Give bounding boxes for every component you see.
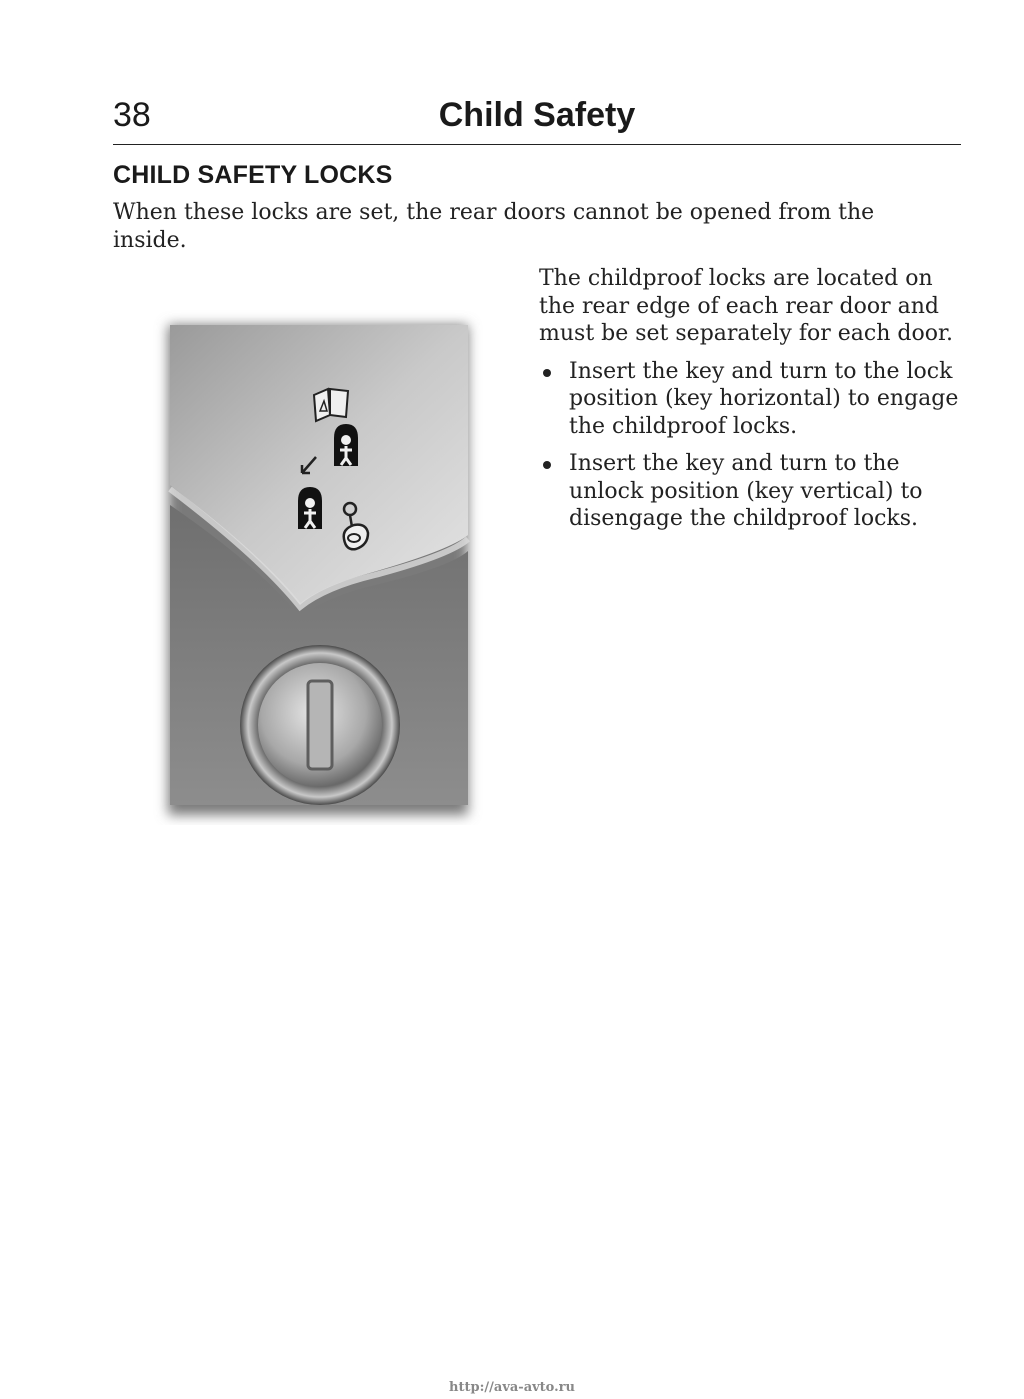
instruction-list: [539, 358, 969, 533]
location-paragraph: The childproof locks are located on the rear edge of each rear door and must be set separately for each door.: [539, 266, 954, 346]
intro-paragraph: When these locks are set, the rear doors cannot be opened from the inside.: [113, 200, 875, 253]
list-item-text: Insert the key and turn to the lock position (key horizontal) to engage the childproof locks.: [569, 358, 959, 439]
right-column: [539, 265, 969, 543]
child-lock-engaged-icon: [334, 424, 358, 466]
section-heading: CHILD SAFETY LOCKS: [113, 161, 393, 189]
door-edge-illustration: [150, 305, 490, 825]
bullet-icon: [543, 369, 551, 377]
bullet-icon: [543, 461, 551, 469]
list-item: [539, 358, 969, 441]
chapter-title: Child Safety: [438, 96, 636, 134]
key-slot: [308, 681, 332, 769]
page-number: 38: [113, 96, 151, 134]
list-item-text: Insert the key and turn to the unlock position (key vertical) to disengage the childproof locks.: [569, 451, 923, 531]
footer-link[interactable]: http://ava-avto.ru: [449, 1380, 575, 1395]
header-rule: [113, 144, 961, 145]
child-lock-illustration: [150, 305, 490, 825]
list-item: [539, 450, 969, 533]
